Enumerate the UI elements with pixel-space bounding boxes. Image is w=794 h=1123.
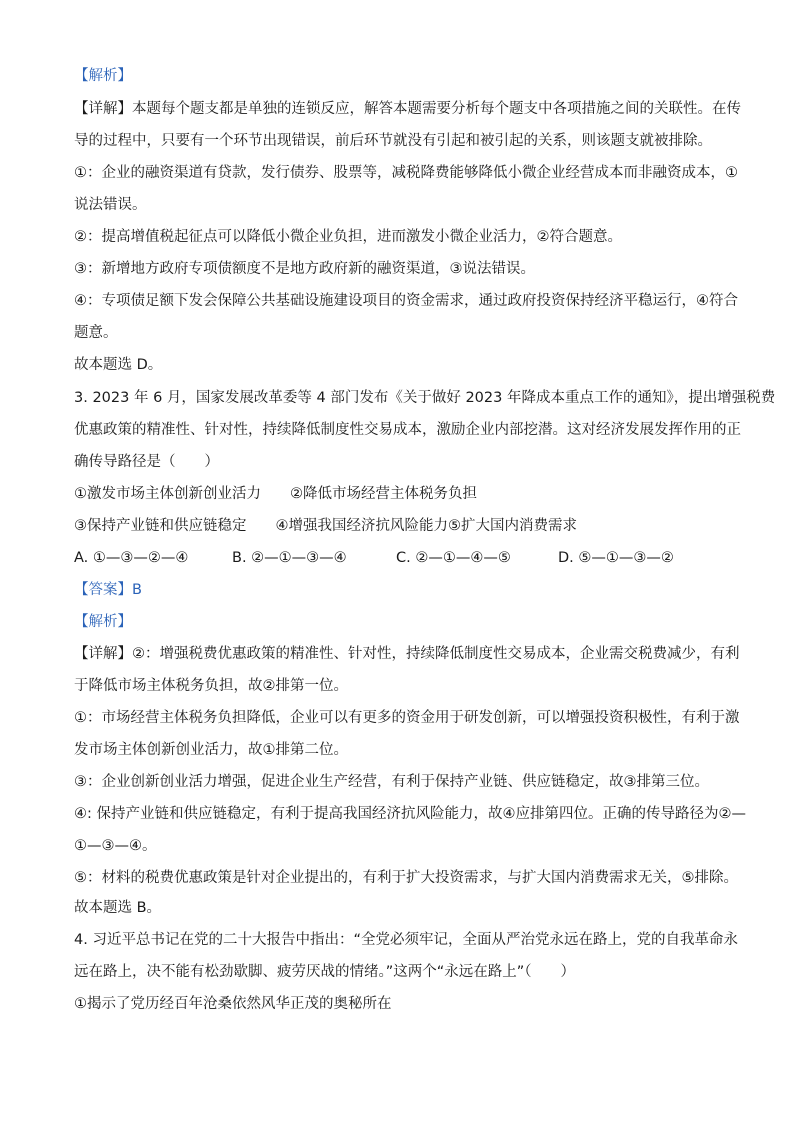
text-line: ③保持产业链和供应链稳定 ④增强我国经济抗风险能力⑤扩大国内消费需求 [74, 518, 577, 534]
text-line: 4. 习近平总书记在党的二十大报告中指出：“全党必须牢记，全面从严治党永远在路上，党的自我革命永 [74, 932, 738, 948]
text-line: 于降低市场主体税务负担，故②排第一位。 [74, 678, 348, 694]
text-line: 【答案】B [74, 582, 142, 598]
text-line: 确传导路径是（ ） [74, 454, 219, 470]
text-line: 故本题选 D。 [74, 357, 163, 373]
text-line: 3. 2023 年 6 月，国家发展改革委等 4 部门发布《关于做好 2023 年降成本重点工作的通知》，提出增强税费 [74, 390, 776, 406]
text-line: ①：市场经营主体税务负担降低，企业可以有更多的资金用于研发创新，可以增强投资积极性，有利于激 [74, 710, 740, 726]
answer-option: B. ②—①—③—④ [232, 550, 347, 566]
text-line: ①揭示了党历经百年沧桑依然风华正茂的奥秘所在 [74, 996, 392, 1012]
text-line: 题意。 [74, 325, 118, 341]
text-line: ④：专项债足额下发会保障公共基础设施建设项目的资金需求，通过政府投资保持经济平稳运行，④符合 [74, 293, 738, 309]
text-line: ③：企业创新创业活力增强，促进企业生产经营，有利于保持产业链、供应链稳定，故③排第三位。 [74, 774, 709, 790]
text-line: 【详解】②：增强税费优惠政策的精准性、针对性，持续降低制度性交易成本，企业需交税费减少，有利 [74, 646, 740, 662]
text-line: ①激发市场主体创新创业活力 ②降低市场经营主体税务负担 [74, 486, 477, 502]
text-line: ①：企业的融资渠道有贷款，发行债券、股票等，减税降费能够降低小微企业经营成本而非融资成本，① [74, 165, 738, 181]
text-line: 发市场主体创新创业活力，故①排第二位。 [74, 742, 348, 758]
text-line: 【详解】本题每个题支都是单独的连锁反应，解答本题需要分析每个题支中各项措施之间的关联性。在传 [74, 101, 741, 117]
answer-option: A. ①—③—②—④ [74, 550, 189, 566]
text-line: ①—③—④。 [74, 838, 157, 854]
answer-option: C. ②—①—④—⑤ [396, 550, 511, 566]
text-line: ④: 保持产业链和供应链稳定，有利于提高我国经济抗风险能力，故④应排第四位。正确的传导路径为②— [74, 806, 746, 822]
text-line: 远在路上，决不能有松劲歇脚、疲劳厌战的情绪。”这两个“永远在路上”（ ） [74, 964, 576, 980]
text-line: 【解析】 [74, 614, 132, 630]
text-line: 说法错误。 [74, 197, 147, 213]
text-line: ③：新增地方政府专项债额度不是地方政府新的融资渠道，③说法错误。 [74, 261, 535, 277]
answer-option: D. ⑤—①—③—② [558, 550, 674, 566]
text-line: ⑤：材料的税费优惠政策是针对企业提出的，有利于扩大投资需求，与扩大国内消费需求无关，⑤排除。 [74, 870, 738, 886]
text-line: 【解析】 [74, 68, 132, 84]
text-line: 导的过程中，只要有一个环节出现错误，前后环节就没有引起和被引起的关系，则该题支就被排除。 [74, 133, 712, 149]
text-line: ②：提高增值税起征点可以降低小微企业负担，进而激发小微企业活力，②符合题意。 [74, 229, 622, 245]
text-line: 故本题选 B。 [74, 900, 162, 916]
text-line: 优惠政策的精准性、针对性，持续降低制度性交易成本，激励企业内部挖潜。这对经济发展发挥作用的正 [74, 422, 741, 438]
